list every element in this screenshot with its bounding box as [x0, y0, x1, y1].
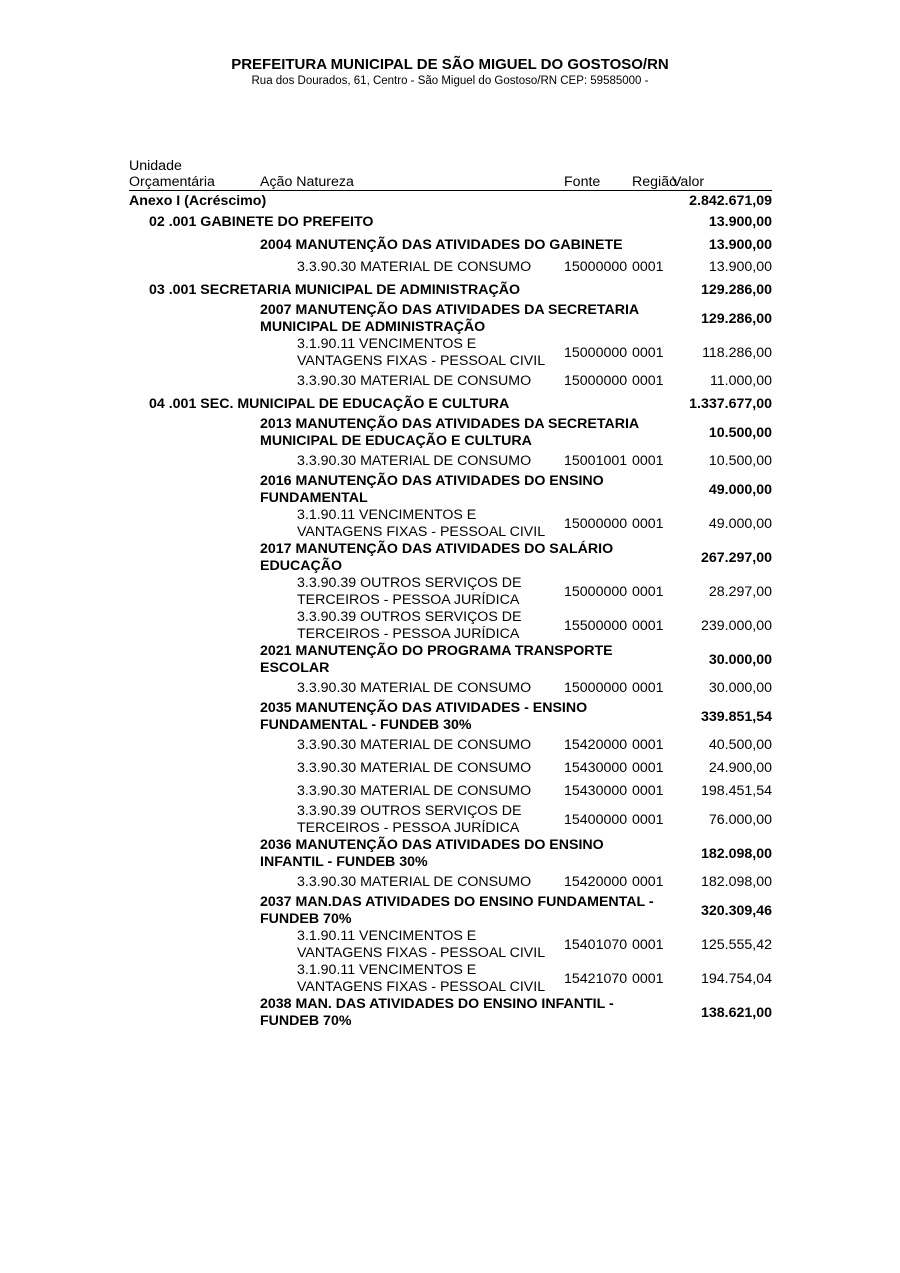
item-row: [129, 962, 772, 996]
budget-table: [129, 155, 772, 1030]
unit-value: 129.286,00: [701, 282, 773, 298]
item-fonte: 15421070: [564, 970, 628, 987]
item-row: [129, 256, 772, 279]
item-nature: 3.3.90.39 OUTROS SERVIÇOS DE TERCEIROS - PESSOA JURÍDICA: [297, 803, 522, 836]
item-nature: 3.1.90.11 VENCIMENTOS E VANTAGENS FIXAS - PESSOAL CIVIL: [297, 336, 546, 369]
item-regiao: 0001: [632, 811, 664, 828]
item-fonte: 15000000: [564, 259, 628, 275]
action-row: [129, 643, 772, 677]
item-regiao: 0001: [632, 737, 664, 753]
item-nature: 3.3.90.30 MATERIAL DE CONSUMO: [297, 259, 532, 275]
item-fonte: 15000000: [564, 680, 628, 696]
action-label: 2021 MANUTENÇÃO DO PROGRAMA TRANSPORTE ESCOLAR: [260, 643, 613, 676]
item-value: 239.000,00: [701, 617, 773, 634]
action-row: [129, 837, 772, 871]
item-row: [129, 575, 772, 609]
document-header: [0, 56, 900, 88]
annex-label: Anexo I (Acréscimo): [129, 192, 267, 209]
document-title: PREFEITURA MUNICIPAL DE SÃO MIGUEL DO GOSTOSO/RN: [231, 56, 669, 73]
item-regiao: 0001: [632, 259, 664, 275]
item-nature: 3.3.90.30 MATERIAL DE CONSUMO: [297, 680, 532, 696]
action-row: [129, 700, 772, 734]
item-fonte: 15420000: [564, 737, 628, 753]
item-nature: 3.3.90.39 OUTROS SERVIÇOS DE TERCEIROS - PESSOA JURÍDICA: [297, 575, 522, 608]
item-fonte: 15000000: [564, 373, 628, 389]
action-value: 182.098,00: [701, 845, 773, 862]
action-value: 339.851,54: [701, 708, 773, 725]
item-regiao: 0001: [632, 680, 664, 696]
unit-label: 04 .001 SEC. MUNICIPAL DE EDUCAÇÃO E CULTURA: [149, 396, 510, 412]
item-fonte: 15401070: [564, 936, 628, 953]
item-nature: 3.1.90.11 VENCIMENTOS E VANTAGENS FIXAS - PESSOAL CIVIL: [297, 507, 546, 540]
action-row: [129, 894, 772, 928]
item-row: [129, 803, 772, 837]
action-row: [129, 234, 772, 256]
item-value: 30.000,00: [708, 680, 773, 696]
action-value: 13.900,00: [708, 236, 773, 253]
item-regiao: 0001: [632, 874, 664, 890]
item-nature: 3.3.90.30 MATERIAL DE CONSUMO: [297, 760, 532, 776]
item-fonte: 15000000: [564, 583, 628, 600]
item-row: [129, 609, 772, 643]
item-regiao: 0001: [632, 453, 664, 469]
item-value: 49.000,00: [708, 515, 773, 532]
item-row: [129, 757, 772, 780]
item-row: [129, 928, 772, 962]
action-value: 138.621,00: [701, 1004, 773, 1021]
item-nature: 3.3.90.30 MATERIAL DE CONSUMO: [297, 373, 532, 389]
item-fonte: 15001001: [564, 453, 628, 469]
item-value: 28.297,00: [708, 583, 773, 600]
unit-row: [129, 211, 772, 234]
item-row: [129, 507, 772, 541]
item-value: 24.900,00: [708, 760, 773, 776]
item-fonte: 15500000: [564, 617, 628, 634]
action-label: 2007 MANUTENÇÃO DAS ATIVIDADES DA SECRETARIA MUNICIPAL DE ADMINISTRAÇÃO: [260, 302, 639, 335]
action-row: [129, 416, 772, 450]
item-row: [129, 336, 772, 370]
item-nature: 3.3.90.30 MATERIAL DE CONSUMO: [297, 453, 532, 469]
item-value: 125.555,42: [701, 936, 773, 953]
item-regiao: 0001: [632, 783, 664, 799]
action-label: 2017 MANUTENÇÃO DAS ATIVIDADES DO SALÁRIO EDUCAÇÃO: [260, 541, 614, 574]
document-address: Rua dos Dourados, 61, Centro - São Miguel do Gostoso/RN CEP: 59585000 -: [251, 75, 649, 87]
col-header-valor: Valor: [672, 155, 772, 191]
item-nature: 3.3.90.30 MATERIAL DE CONSUMO: [297, 783, 532, 799]
action-row: [129, 473, 772, 507]
action-label: 2004 MANUTENÇÃO DAS ATIVIDADES DO GABINETE: [260, 236, 623, 253]
item-fonte: 15400000: [564, 811, 628, 828]
item-row: [129, 871, 772, 894]
item-nature: 3.1.90.11 VENCIMENTOS E VANTAGENS FIXAS - PESSOAL CIVIL: [297, 962, 546, 995]
annex-value: 2.842.671,09: [689, 192, 773, 209]
item-value: 13.900,00: [708, 259, 773, 275]
unit-value: 13.900,00: [708, 214, 773, 230]
col-header-acao-natureza: Ação Natureza: [260, 155, 564, 191]
unit-row: [129, 393, 772, 416]
item-regiao: 0001: [632, 515, 664, 532]
action-label: 2013 MANUTENÇÃO DAS ATIVIDADES DA SECRETARIA MUNICIPAL DE EDUCAÇÃO E CULTURA: [260, 416, 639, 449]
item-nature: 3.3.90.30 MATERIAL DE CONSUMO: [297, 874, 532, 890]
action-value: 10.500,00: [708, 424, 773, 441]
item-fonte: 15000000: [564, 515, 628, 532]
item-fonte: 15000000: [564, 344, 628, 361]
table-header-row: [129, 155, 772, 191]
action-label: 2037 MAN.DAS ATIVIDADES DO ENSINO FUNDAMENTAL - FUNDEB 70%: [260, 894, 654, 927]
action-row: [129, 996, 772, 1030]
col-header-unidade: Unidade Orçamentária: [129, 155, 260, 191]
item-row: [129, 780, 772, 803]
col-header-regiao: Região: [632, 155, 672, 191]
item-nature: 3.3.90.39 OUTROS SERVIÇOS DE TERCEIROS - PESSOA JURÍDICA: [297, 609, 522, 642]
item-regiao: 0001: [632, 373, 664, 389]
item-regiao: 0001: [632, 970, 664, 987]
item-regiao: 0001: [632, 344, 664, 361]
action-label: 2016 MANUTENÇÃO DAS ATIVIDADES DO ENSINO FUNDAMENTAL: [260, 473, 604, 506]
item-fonte: 15430000: [564, 760, 628, 776]
action-row: [129, 541, 772, 575]
item-fonte: 15430000: [564, 783, 628, 799]
item-regiao: 0001: [632, 583, 664, 600]
col-header-fonte: Fonte: [564, 155, 632, 191]
action-value: 129.286,00: [701, 310, 773, 327]
item-value: 11.000,00: [709, 373, 773, 389]
action-label: 2036 MANUTENÇÃO DAS ATIVIDADES DO ENSINO INFANTIL - FUNDEB 30%: [260, 837, 604, 870]
item-value: 10.500,00: [708, 453, 773, 469]
action-label: 2038 MAN. DAS ATIVIDADES DO ENSINO INFANTIL - FUNDEB 70%: [260, 996, 614, 1029]
item-regiao: 0001: [632, 936, 664, 953]
item-regiao: 0001: [632, 617, 664, 634]
item-value: 194.754,04: [701, 970, 773, 987]
item-nature: 3.3.90.30 MATERIAL DE CONSUMO: [297, 737, 532, 753]
item-fonte: 15420000: [564, 874, 628, 890]
item-nature: 3.1.90.11 VENCIMENTOS E VANTAGENS FIXAS - PESSOAL CIVIL: [297, 928, 546, 961]
item-value: 40.500,00: [708, 737, 773, 753]
action-value: 49.000,00: [708, 481, 773, 498]
item-row: [129, 450, 772, 473]
item-value: 76.000,00: [708, 811, 773, 828]
item-value: 182.098,00: [701, 874, 773, 890]
item-row: [129, 734, 772, 757]
annex-row: [129, 191, 772, 212]
action-value: 267.297,00: [701, 549, 773, 566]
unit-label: 02 .001 GABINETE DO PREFEITO: [149, 214, 374, 230]
unit-value: 1.337.677,00: [689, 396, 773, 412]
item-row: [129, 370, 772, 393]
item-value: 118.286,00: [702, 344, 773, 361]
action-value: 320.309,46: [701, 902, 773, 919]
unit-label: 03 .001 SECRETARIA MUNICIPAL DE ADMINISTRAÇÃO: [149, 282, 521, 298]
action-label: 2035 MANUTENÇÃO DAS ATIVIDADES - ENSINO FUNDAMENTAL - FUNDEB 30%: [260, 700, 588, 733]
item-regiao: 0001: [632, 760, 664, 776]
action-row: [129, 302, 772, 336]
item-row: [129, 677, 772, 700]
action-value: 30.000,00: [708, 651, 773, 668]
unit-row: [129, 279, 772, 302]
item-value: 198.451,54: [701, 783, 773, 799]
